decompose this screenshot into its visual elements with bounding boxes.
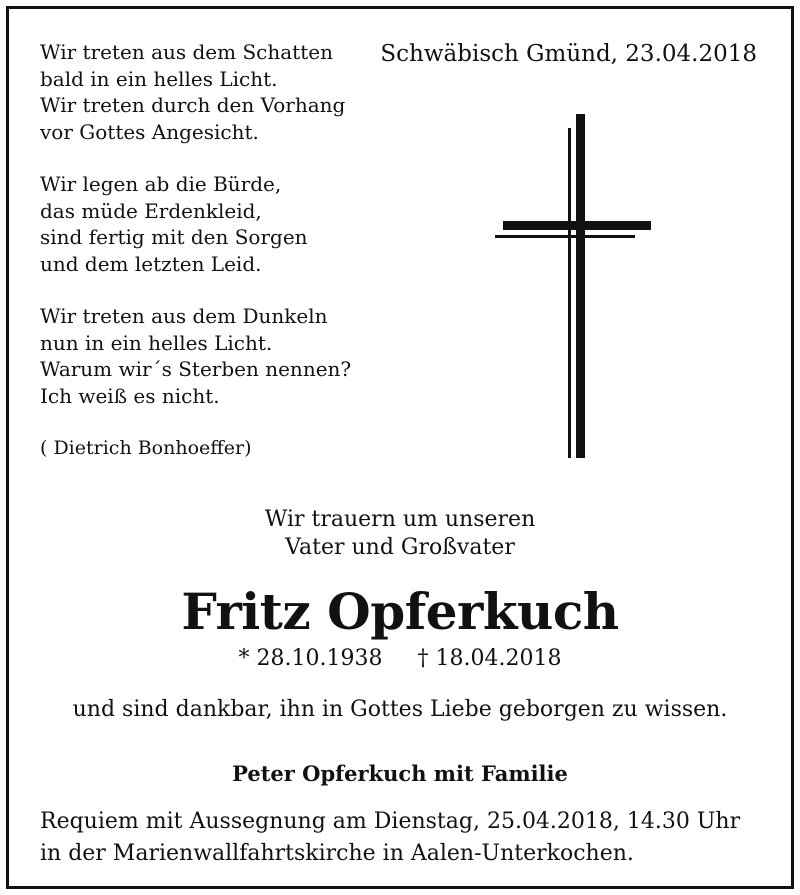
poem-line: bald in ein helles Licht. [40,66,278,91]
cross-icon [485,106,655,466]
poem-line: Wir treten aus dem Schatten [40,40,333,64]
thanks-text: und sind dankbar, ihn in Gottes Liebe geborgen zu wissen. [72,697,728,722]
poem-line: und dem letzten Leid. [40,251,262,276]
poem-line: vor Gottes Angesicht. [40,119,259,144]
obituary-frame [6,6,794,889]
requiem-info [40,806,740,870]
poem-line: Wir treten aus dem Dunkeln [40,304,328,328]
poem-stanza-1 [40,39,351,145]
requiem-line-1: Requiem mit Aussegnung am Dienstag, 25.04.2018, 14.30 Uhr [40,809,741,834]
poem-line: Warum wir´s Sterben nennen? [40,357,352,381]
poem-line: Wir legen ab die Bürde, [40,172,282,196]
requiem-line-2: in der Marienwallfahrtskirche in Aalen-Unterkochen. [40,841,634,866]
poem-line: das müde Erdenkleid, [40,198,262,223]
poem-stanza-3 [40,303,351,409]
poem-line: nun in ein helles Licht. [40,330,273,355]
mourning-line-2: Vater und Großvater [285,535,515,560]
mourning-line-1: Wir trauern um unseren [264,507,536,532]
death-date: † 18.04.2018 [417,646,562,671]
poem-line: sind fertig mit den Sorgen [40,225,308,249]
poem-author: ( Dietrich Bonhoeffer) [40,437,252,459]
poem-line: Ich weiß es nicht. [40,383,220,408]
deceased-name: Fritz Opferkuch [181,582,619,641]
place-date: Schwäbisch Gmünd, 23.04.2018 [380,41,757,67]
life-dates [9,646,791,671]
poem [40,39,351,462]
family-signature: Peter Opferkuch mit Familie [232,761,568,786]
poem-line: Wir treten durch den Vorhang [40,93,346,117]
poem-stanza-2 [40,171,351,277]
mourning-text [9,506,791,562]
birth-date: * 28.10.1938 [238,646,383,671]
